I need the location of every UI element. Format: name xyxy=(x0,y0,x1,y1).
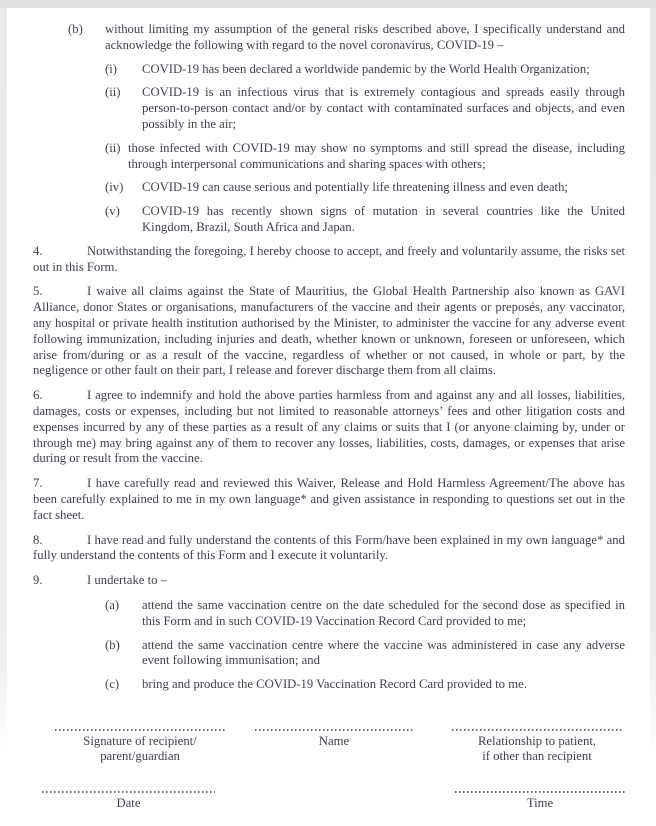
list-marker: (i) xyxy=(105,61,117,76)
list-item-text: bring and produce the COVID-19 Vaccination Record Card provided to me. xyxy=(142,677,527,692)
list-marker: (ii) xyxy=(105,85,121,100)
signature-line[interactable] xyxy=(455,791,625,793)
list-item-roman-ii xyxy=(105,85,625,132)
list-item-a xyxy=(105,598,625,630)
paragraph-text: I have carefully read and reviewed this Waiver, Release and Hold Harmless Agreement/The above has been carefully explained to me in my own language* and given assistance in responding to questions set out in the fact sheet. xyxy=(33,476,625,522)
list-item-b xyxy=(105,638,625,670)
paragraph-text: I waive all claims against the State of Mauritius, the Global Health Partnership also known as GAVI Alliance, donor States or organisations, manufacturers of the vaccine and their agents or preposés, any vaccinator, any hospital or private health institution authorised by the Minister, to administer the vaccine for any adverse event following immunization, including injuries and death, whether known or unknown, foreseen or unforeseen, which arise from/during or as a result of the vaccine, regardless of whether or not caused, in whole or part, by the negligence or other fault on their part, I release and forever discharge them from all claims. xyxy=(33,284,625,378)
paragraph-number: 6. xyxy=(33,388,43,403)
paragraph-text: I undertake to – xyxy=(87,573,167,588)
paragraph-text: I have read and fully understand the contents of this Form/have been explained in my own language* and fully understand the contents of this Form and I execute it voluntarily. xyxy=(33,532,625,563)
paragraph-number: 9. xyxy=(33,573,43,588)
list-item-text: COVID-19 has recently shown signs of mutation in several countries like the United Kingdom, Brazil, South Africa and Japan. xyxy=(142,204,625,234)
paragraph-6 xyxy=(33,388,625,467)
undertake-list xyxy=(33,598,625,693)
field-label: parent/guardian xyxy=(100,749,180,764)
field-label: Time xyxy=(526,795,554,810)
list-item-text: attend the same vaccination centre where the vaccine was administered in case any adverse event following immunisation; and xyxy=(142,637,625,668)
signature-line[interactable] xyxy=(255,729,413,731)
list-item-roman-iv xyxy=(105,180,625,196)
signature-field-time xyxy=(455,791,625,812)
list-marker: (a) xyxy=(105,597,120,612)
list-item-text: COVID-19 is an infectious virus that is extremely contagious and spreads easily through person-to-person contact and/or by contact with contaminated surfaces and objects, and even possibly in the air; xyxy=(142,85,625,131)
paragraph-text: Notwithstanding the foregoing, I hereby choose to accept, and freely and voluntarily assume, the risks set out in this Form. xyxy=(33,243,625,274)
signature-line[interactable] xyxy=(42,791,215,793)
signature-line[interactable] xyxy=(452,729,622,731)
field-label: Date xyxy=(116,795,141,810)
list-marker: (b) xyxy=(105,637,120,652)
list-item-roman-v xyxy=(105,204,625,236)
paragraph-4 xyxy=(33,244,625,276)
signature-block xyxy=(33,729,625,826)
list-item-text: COVID-19 can cause serious and potentially life threatening illness and even death; xyxy=(142,180,568,195)
paragraph-number: 8. xyxy=(33,532,43,547)
clause-text: without limiting my assumption of the general risks described above, I specifically understand and acknowledge the following with regard to the novel coronavirus, COVID-19 – xyxy=(105,22,625,52)
clause-marker: (b) xyxy=(68,22,83,36)
list-item-roman-ii-2 xyxy=(105,141,625,173)
signature-line[interactable] xyxy=(55,729,225,731)
paragraph-9 xyxy=(33,573,625,589)
field-label: Relationship to patient, xyxy=(477,733,597,748)
list-marker: (v) xyxy=(105,204,120,219)
paragraph-7 xyxy=(33,476,625,523)
list-marker: (ii) xyxy=(105,140,121,155)
signature-field-name xyxy=(255,729,413,750)
paragraph-8 xyxy=(33,533,625,565)
paragraph-number: 4. xyxy=(33,243,43,258)
field-label: if other than recipient xyxy=(482,749,592,764)
list-item-c xyxy=(105,677,625,693)
paragraph-5 xyxy=(33,284,625,379)
list-marker: (c) xyxy=(105,677,120,692)
signature-field-relationship xyxy=(452,729,622,765)
list-item-text: attend the same vaccination centre on the date scheduled for the second dose as specified in this Form and in such COVID-19 Vaccination Record Card provided to me; xyxy=(142,597,625,628)
paragraph-number: 5. xyxy=(33,284,43,299)
list-item-text: COVID-19 has been declared a worldwide pandemic by the World Health Organization; xyxy=(142,61,590,76)
signature-row-2 xyxy=(33,791,625,826)
clause-b xyxy=(68,22,625,54)
list-marker: (iv) xyxy=(105,180,124,195)
paragraph-text: I agree to indemnify and hold the above parties harmless from and against any and all losses, liabilities, damages, costs or expenses, including but not limited to reasonable attorneys’ fees and other litigation costs and expenses incurred by any of these parties as a result of any claims or suits that I (or anyone claiming by, under or through me) may bring against any of them to recover any losses, liabilities, costs, damages, or expenses that arise during or result from the vaccine. xyxy=(33,388,625,466)
covid-acknowledgement-list xyxy=(33,62,625,236)
paragraph-number: 7. xyxy=(33,476,43,491)
signature-field-recipient xyxy=(55,729,225,765)
signature-field-date xyxy=(42,791,215,812)
signature-row-1 xyxy=(33,729,625,791)
list-item-text: those infected with COVID-19 may show no symptoms and still spread the disease, including through interpersonal communications and sharing spaces with others; xyxy=(128,140,625,171)
field-label: Name xyxy=(318,733,350,748)
list-item-roman-i xyxy=(105,62,625,78)
field-label: Signature of recipient/ xyxy=(83,733,197,748)
